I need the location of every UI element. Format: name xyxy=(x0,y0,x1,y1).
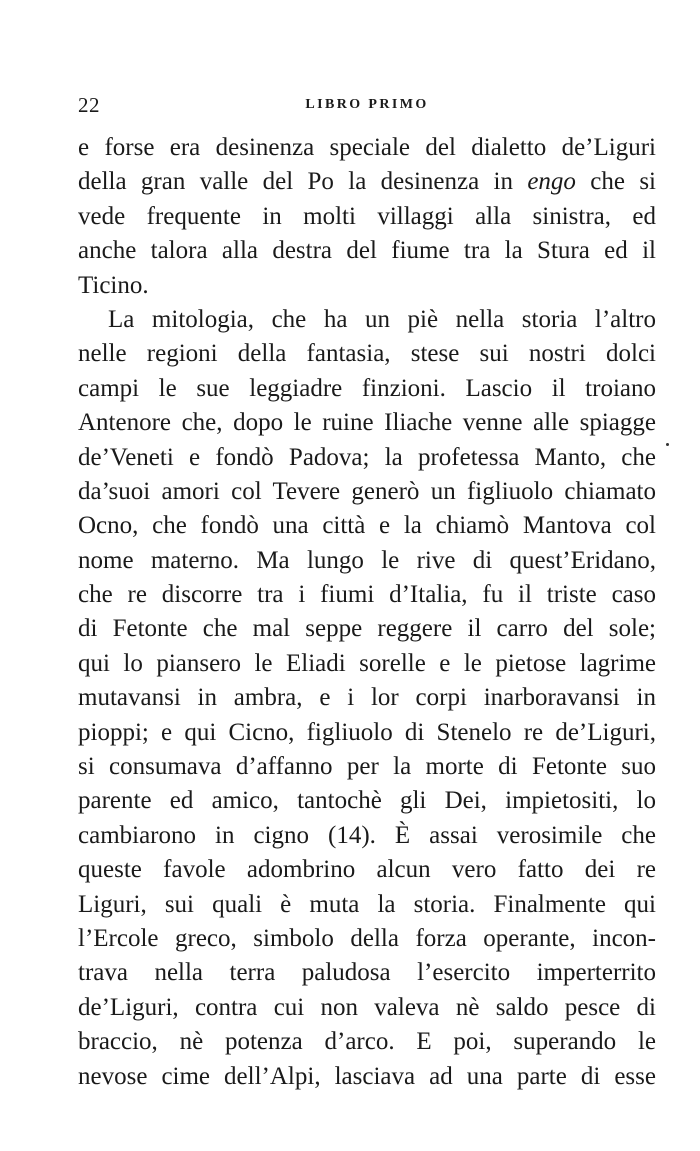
text-line: cambiarono in cigno (14). È assai verosimile che xyxy=(78,821,656,849)
text-line: de’Veneti e fondò Padova; la profetessa Manto, che xyxy=(78,443,656,471)
italic-word: engo xyxy=(527,168,576,196)
running-head xyxy=(78,93,656,117)
page-number: 22 xyxy=(78,93,100,117)
text-line: braccio, nè potenza d’arco. E poi, superando le xyxy=(78,1028,656,1056)
text-line: Ticino. xyxy=(78,271,149,299)
text-line: mutavansi in ambra, e i lor corpi inarboravansi in xyxy=(78,684,656,712)
paragraph-start-line: La mitologia, che ha un piè nella storia l’altro xyxy=(108,305,656,333)
text-line: pioppi; e qui Cicno, figliuolo di Stenelo re de’Liguri, xyxy=(78,718,656,746)
text-run: della gran valle del Po la desinenza in xyxy=(78,168,528,196)
text-line: trava nella terra paludosa l’esercito imperterrito xyxy=(78,959,656,987)
text-line: vede frequente in molti villaggi alla sinistra, ed xyxy=(78,202,656,230)
text-line: Antenore che, dopo le ruine Iliache venne alle spiagge xyxy=(78,409,656,437)
text-line xyxy=(78,165,656,199)
text-line: campi le sue leggiadre finzioni. Lascio il troiano xyxy=(78,374,656,402)
text-line: queste favole adombrino alcun vero fatto dei re xyxy=(78,856,656,884)
text-line: de’Liguri, contra cui non valeva nè saldo pesce di xyxy=(78,993,656,1021)
text-line: l’Ercole greco, simbolo della forza operante, incon- xyxy=(78,924,656,952)
text-line: si consumava d’affanno per la morte di Fetonte suo xyxy=(78,753,656,781)
text-line: da’suoi amori col Tevere generò un figliuolo chiamato xyxy=(78,477,656,505)
text-run: che si xyxy=(575,168,656,196)
text-line: e forse era desinenza speciale del dialetto de’Liguri xyxy=(78,134,656,161)
running-title: LIBRO PRIMO xyxy=(305,97,429,112)
body-text xyxy=(78,131,656,1094)
ink-speck xyxy=(666,443,669,446)
text-line: nelle regioni della fantasia, stese sui nostri dolci xyxy=(78,340,656,368)
text-line: anche talora alla destra del fiume tra la Stura ed il xyxy=(78,237,656,265)
text-line: Liguri, sui quali è muta la storia. Finalmente qui xyxy=(78,890,656,918)
text-line: nevose cime dell’Alpi, lasciava ad una parte di esse xyxy=(78,1062,656,1090)
text-line: Ocno, che fondò una città e la chiamò Mantova col xyxy=(78,512,656,540)
text-line: nome materno. Ma lungo le rive di quest’Eridano, xyxy=(78,546,656,574)
text-line: qui lo piansero le Eliadi sorelle e le pietose lagrime xyxy=(78,649,656,677)
text-line: che re discorre tra i fiumi d’Italia, fu il triste caso xyxy=(78,581,656,609)
text-line: parente ed amico, tantochè gli Dei, impietositi, lo xyxy=(78,787,656,815)
text-line: di Fetonte che mal seppe reggere il carro del sole; xyxy=(78,615,656,643)
